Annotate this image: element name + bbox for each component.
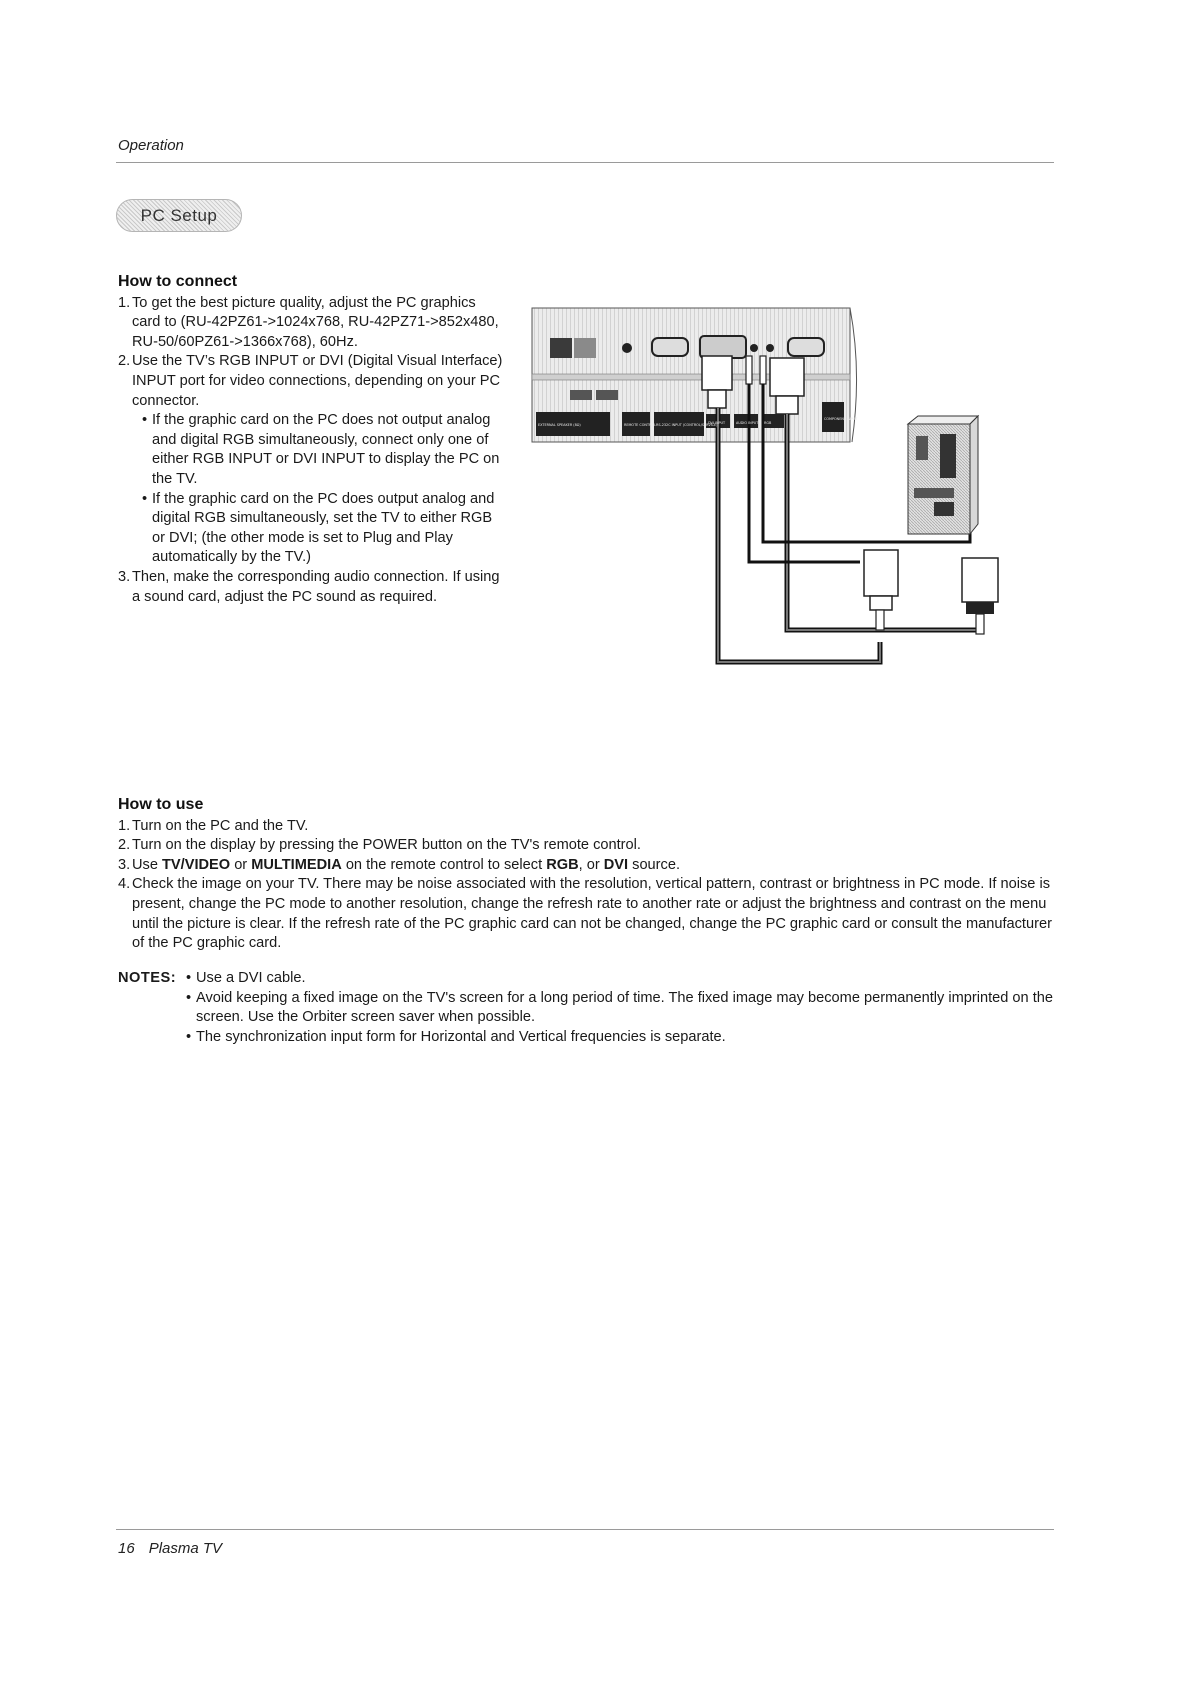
bullet-symbol: • xyxy=(142,490,148,507)
bullet-text: If the graphic card on the PC does output analog and digital RGB simultaneously, set the TV to either RGB or DVI; (the other mode is set to Plug and Play automatically by the TV.) xyxy=(152,490,495,566)
list-item xyxy=(118,836,1058,856)
text-run: source. xyxy=(628,856,681,873)
note-item xyxy=(186,969,1058,989)
keyword-tv-video: TV/VIDEO xyxy=(162,856,231,873)
list-item xyxy=(118,294,508,353)
pc-tower xyxy=(908,416,978,534)
note-text: Use a DVI cable. xyxy=(196,970,306,986)
list-number: 4. xyxy=(118,876,131,893)
panel-label: COMPONENT INPUT xyxy=(824,417,858,421)
panel-label: REMOTE CONTROL xyxy=(624,423,656,427)
list-text: Turn on the PC and the TV. xyxy=(132,817,309,834)
list-number: 2. xyxy=(118,353,131,370)
how-to-connect-section xyxy=(118,272,508,607)
footer-rule xyxy=(116,1529,1054,1530)
list-item xyxy=(118,352,508,411)
list-text: Turn on the display by pressing the POWER button on the TV's remote control. xyxy=(132,837,641,854)
notes-first-row xyxy=(118,969,1058,989)
list-text xyxy=(132,856,1058,876)
how-to-connect-heading: How to connect xyxy=(118,273,238,290)
list-number: 3. xyxy=(118,568,131,585)
list-item xyxy=(118,568,508,607)
list-item xyxy=(118,875,1058,953)
text-run: Use xyxy=(132,856,163,873)
bullet-symbol: • xyxy=(186,970,192,986)
note-text: The synchronization input form for Horizontal and Vertical frequencies is separate. xyxy=(196,1028,726,1045)
list-number: 3. xyxy=(118,856,131,873)
product-name: Plasma TV xyxy=(148,1540,223,1557)
list-number: 1. xyxy=(118,817,131,834)
text-run: , or xyxy=(578,856,604,873)
list-text: Use the TV’s RGB INPUT or DVI (Digital Visual Interface) INPUT port for video connections, depending on your PC connector. xyxy=(132,353,503,409)
bullet-text: If the graphic card on the PC does not output analog and digital RGB simultaneously, connect only one of either RGB INPUT or DVI INPUT to display the PC on the TV. xyxy=(152,412,500,487)
keyword-rgb: RGB xyxy=(546,856,579,873)
panel-label: RGB xyxy=(764,421,772,425)
list-item xyxy=(118,856,1058,876)
how-to-use-heading: How to use xyxy=(118,796,204,813)
pc-connectors xyxy=(864,550,998,634)
note-item xyxy=(186,1028,1058,1048)
panel-label: EXTERNAL SPEAKER (8Ω) xyxy=(538,423,581,427)
bullet-symbol: • xyxy=(186,1028,192,1045)
list-number: 1. xyxy=(118,294,131,311)
connection-diagram xyxy=(530,302,1054,672)
bullet-item xyxy=(142,411,508,489)
list-number: 2. xyxy=(118,837,131,854)
keyword-dvi: DVI xyxy=(603,856,629,873)
bullet-symbol: • xyxy=(142,412,148,429)
section-label: Operation xyxy=(118,137,184,154)
text-run: on the remote control to select xyxy=(341,856,547,873)
list-item xyxy=(118,817,1058,837)
header-rule xyxy=(116,162,1054,163)
panel-label: DVI INPUT xyxy=(708,421,726,425)
keyword-multimedia: MULTIMEDIA xyxy=(251,856,342,873)
tv-rear-panel xyxy=(532,308,857,442)
panel-label: AUDIO INPUT xyxy=(736,421,759,425)
note-item xyxy=(186,989,1058,1028)
list-text: To get the best picture quality, adjust the PC graphics card to (RU-42PZ61->1024x768, RU-42PZ71->852x480, RU-50/60PZ61->1366x768), 60Hz. xyxy=(132,294,499,350)
page-footer xyxy=(118,1540,222,1557)
bullet-symbol: • xyxy=(186,989,192,1006)
text-run: or xyxy=(230,856,252,873)
bullet-item xyxy=(142,490,508,568)
list-text: Check the image on your TV. There may be noise associated with the resolution, vertical pattern, contrast or brightness in PC mode. If noise is present, change the PC mode to another resolution, change the refresh rate to another rate or adjust the brightness and contrast on the menu until the picture is clear. If the refresh rate of the PC graphic card can not be changed, change the PC graphic card or consult the manufacturer of the PC graphic card. xyxy=(132,876,1052,952)
page-title: PC Setup xyxy=(140,205,218,225)
notes-label: NOTES: xyxy=(118,970,177,986)
list-text: Then, make the corresponding audio connection. If using a sound card, adjust the PC sound as required. xyxy=(132,568,500,605)
page-title-pill xyxy=(116,199,242,232)
note-text: Avoid keeping a fixed image on the TV's screen for a long period of time. The fixed image may become permanently imprinted on the screen. Use the Orbiter screen saver when possible. xyxy=(196,989,1053,1026)
page-number: 16 xyxy=(118,1540,135,1557)
notes-section xyxy=(118,969,1058,1047)
panel-label: RS-232C INPUT (CONTROL/SERVICE) xyxy=(656,423,718,427)
how-to-use-section xyxy=(118,795,1058,954)
